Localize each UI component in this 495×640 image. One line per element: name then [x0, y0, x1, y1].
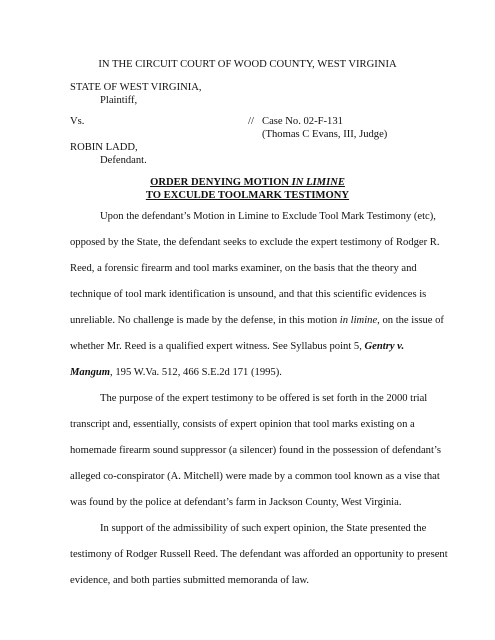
defendant-role: Defendant. — [100, 155, 147, 166]
order-title-line1 — [0, 177, 495, 190]
paragraph-1-line: Reed, a forensic firearm and tool marks examiner, on the basis that the theory and — [70, 263, 417, 274]
paragraph-2-line: transcript and, essentially, consists of expert opinion that tool marks existing on a — [70, 419, 415, 430]
order-title-italic: IN LIMINE — [291, 177, 345, 188]
paragraph-2-line: homemade firearm sound suppressor (a silencer) found in the possession of defendant’s — [70, 445, 441, 456]
order-title-prefix: ORDER DENYING MOTION — [150, 177, 292, 188]
case-citation-italic: Mangum — [70, 367, 111, 378]
order-title-line2: TO EXCULDE TOOLMARK TESTIMONY — [145, 190, 350, 201]
paragraph-1-line — [70, 360, 452, 386]
text-run: , 195 W.Va. 512, 466 S.E.2d 171 (1995). — [110, 367, 282, 378]
paragraph-3 — [70, 516, 452, 594]
paragraph-1 — [70, 204, 452, 386]
text-run: whether Mr. Reed is a qualified expert witness. See Syllabus point 5, — [70, 341, 365, 352]
text-run: unreliable. No challenge is made by the defense, in this motion — [70, 315, 340, 326]
text-run-italic: in limine — [339, 315, 378, 326]
plaintiff-name: STATE OF WEST VIRGINIA, — [70, 82, 202, 93]
case-number: Case No. 02-F-131 — [262, 116, 343, 127]
paragraph-2-line: was found by the police at defendant’s farm in Jackson County, West Virginia. — [70, 497, 402, 508]
plaintiff-role: Plaintiff, — [100, 95, 138, 106]
paragraph-3-line: evidence, and both parties submitted memoranda of law. — [70, 575, 310, 586]
paragraph-1-line: technique of tool mark identification is unsound, and that this scientific evidences is — [70, 289, 427, 300]
paragraph-3-line: In support of the admissibility of such expert opinion, the State presented the — [100, 523, 427, 534]
paragraph-2-line: The purpose of the expert testimony to be offered is set forth in the 2000 trial — [100, 393, 428, 404]
versus-label: Vs. — [70, 116, 85, 127]
court-heading: IN THE CIRCUIT COURT OF WOOD COUNTY, WEST VIRGINIA — [98, 59, 397, 70]
defendant-name: ROBIN LADD, — [70, 142, 138, 153]
judge-name: (Thomas C Evans, III, Judge) — [262, 129, 388, 140]
paragraph-3-line: testimony of Rodger Russell Reed. The defendant was afforded an opportunity to present — [70, 549, 448, 560]
paragraph-1-line: opposed by the State, the defendant seeks to exclude the expert testimony of Rodger R. — [70, 237, 440, 248]
text-run: , on the issue of — [377, 315, 444, 326]
case-citation-italic: Gentry v. — [364, 341, 405, 352]
paragraph-1-line: Upon the defendant’s Motion in Limine to Exclude Tool Mark Testimony (etc), — [100, 211, 436, 222]
paragraph-1-line — [70, 334, 452, 360]
paragraph-2-line: alleged co-conspirator (A. Mitchell) were made by a common tool known as a vise that — [70, 471, 440, 482]
case-separator: // — [248, 116, 254, 127]
paragraph-2 — [70, 386, 452, 516]
paragraph-1-line — [70, 308, 452, 334]
